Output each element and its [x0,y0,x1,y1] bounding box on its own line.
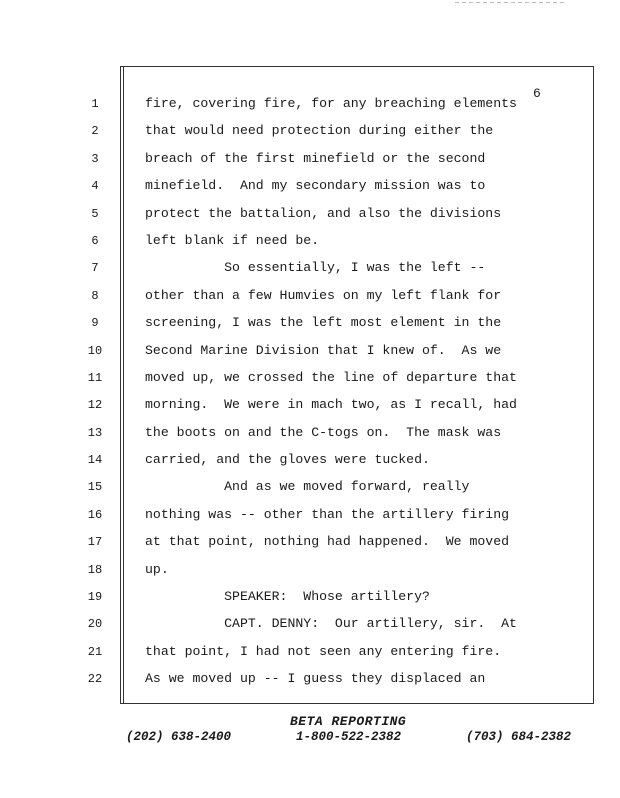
transcript-line: So essentially, I was the left -- [145,260,486,276]
line-number: 20 [87,617,103,632]
line-number: 9 [91,316,99,331]
transcript-line: protect the battalion, and also the divisions [145,205,502,221]
line-number: 6 [91,233,99,248]
transcript-line: left blank if need be. [145,232,320,248]
line-number: 8 [91,288,99,303]
transcript-line: Second Marine Division that I knew of. As we [145,342,502,358]
line-number-column [82,94,108,697]
transcript-line: morning. We were in mach two, as I recall, had [145,397,517,413]
transcript-line: SPEAKER: Whose artillery? [145,589,430,605]
transcript-line: up. [145,561,169,577]
transcript-line: fire, covering fire, for any breaching elements [145,96,517,111]
phone-number: (703) 684-2382 [466,730,572,744]
line-number: 1 [91,97,99,111]
transcript-line: moved up, we crossed the line of departure that [145,369,517,385]
transcript-line: other than a few Humvies on my left flank for [145,287,502,303]
transcript-line: nothing was -- other than the artillery firing [145,506,510,522]
line-number: 2 [91,124,99,139]
margin-rule [123,67,124,703]
transcript-line: As we moved up -- I guess they displaced an [145,671,486,687]
line-number: 10 [87,343,103,358]
transcript-line: carried, and the gloves were tucked. [145,452,430,468]
line-number: 17 [87,535,103,550]
line-number: 21 [87,644,103,659]
transcript-line: minefield. And my secondary mission was to [145,178,486,194]
transcript-line: And as we moved forward, really [145,479,470,495]
transcript-line: CAPT. DENNY: Our artillery, sir. At [145,616,517,632]
phone-number: (202) 638-2400 [126,730,232,744]
line-number: 22 [87,672,103,687]
line-number: 4 [91,179,99,194]
line-number: 5 [91,206,99,221]
line-number: 16 [87,507,103,522]
line-number: 7 [91,261,99,276]
phone-number: 1-800-522-2382 [296,730,402,744]
transcript-line: the boots on and the C-togs on. The mask was [145,424,502,440]
line-number: 15 [87,480,103,495]
line-number: 19 [87,590,103,605]
scan-artifact [455,2,565,3]
line-number: 14 [87,453,103,468]
line-number: 18 [87,562,103,577]
transcript-line: at that point, nothing had happened. We moved [145,534,510,550]
line-number: 11 [87,370,103,385]
line-number: 12 [87,398,103,413]
transcript-line: that would need protection during either the [145,123,494,139]
transcript-text [145,94,605,697]
line-number: 3 [91,151,99,166]
transcript-line: screening, I was the left most element in the [145,315,502,331]
transcript-line: breach of the first minefield or the second [145,150,486,166]
reporting-company: BETA REPORTING [290,714,407,729]
line-number: 13 [87,425,103,440]
transcript-line: that point, I had not seen any entering fire. [145,643,502,659]
page-number: 6 [533,86,541,101]
